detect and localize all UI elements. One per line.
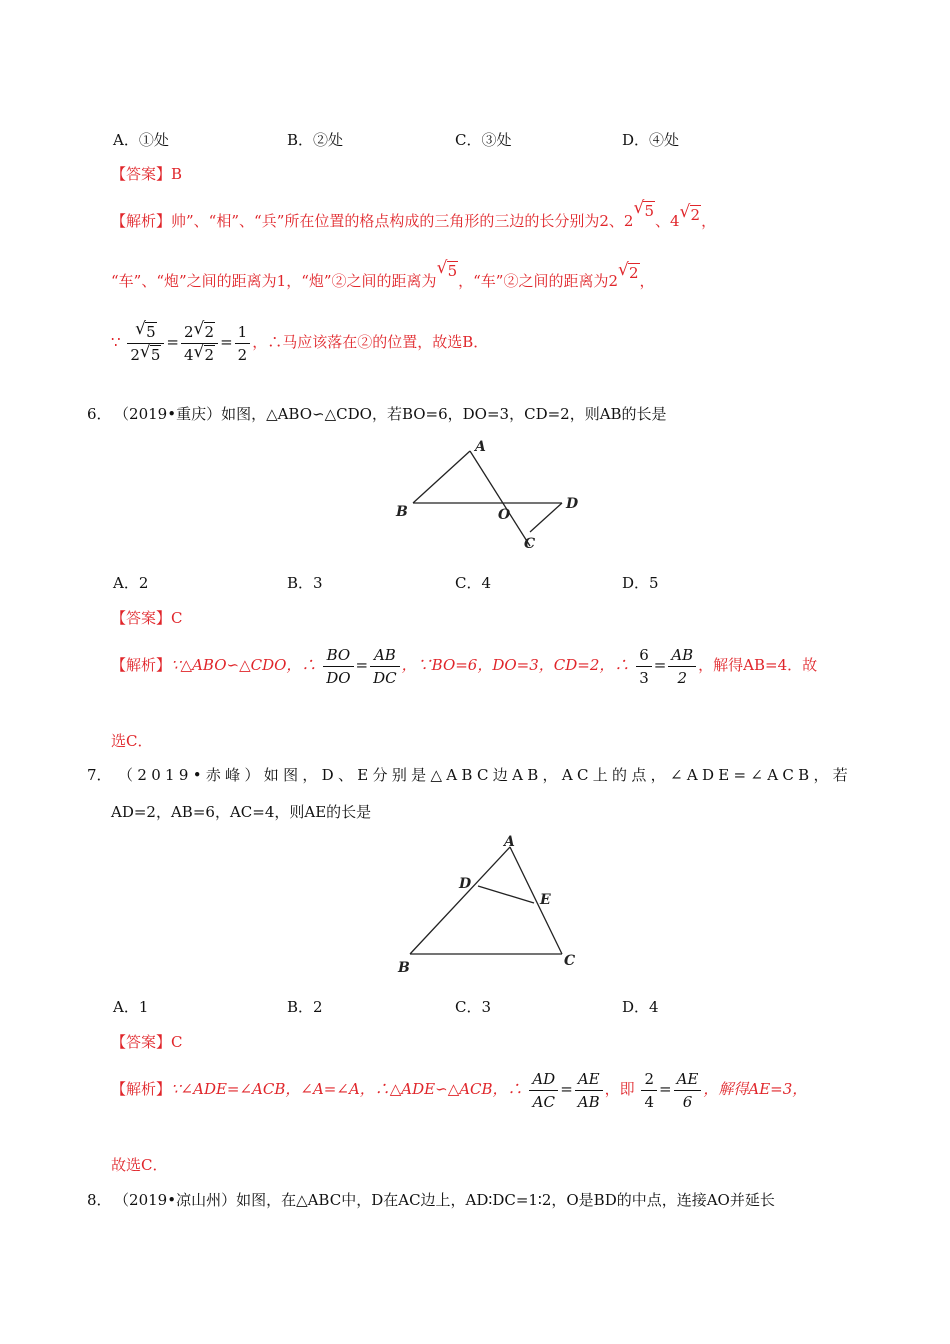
- q8-stem: [87, 1190, 775, 1210]
- analysis-text: ，∵BO=6，DO=3，CD=2，∴: [401, 656, 630, 674]
- fraction: $\frac{2}{4}$: [641, 1068, 657, 1113]
- q7-figure: [392, 830, 592, 980]
- option-a: A．①处: [113, 131, 169, 149]
- label-d: D: [566, 496, 579, 512]
- fraction: √ $\frac{5}{2√ 5}$: [127, 321, 164, 366]
- fraction: $\frac{AB}{DC}$: [370, 644, 400, 689]
- q6-analysis-line1: 【解析】∵△ABO∽△CDO，∴ $\frac{BO}{DO}$ = $\frac{AB}{DC}$ ，∵BO=6，DO=3，CD=2，∴ $\frac{6}{3}$ = $\frac{AB}{2}$ ，解得AB=4．故: [111, 645, 818, 687]
- question-number: 6．: [87, 405, 112, 423]
- label-c: C: [564, 953, 576, 969]
- analysis-text: ，“车”②之间的距离为2: [458, 272, 618, 290]
- option-c: C．3: [455, 998, 492, 1016]
- sqrt-expr: [633, 198, 655, 224]
- fraction: $\frac{1}{2}$: [235, 321, 251, 366]
- option-d: D．④处: [622, 131, 680, 149]
- segment-cd: [530, 503, 562, 532]
- option-c: C．4: [455, 574, 492, 592]
- q6-answer: [111, 608, 183, 628]
- label-a: A: [475, 439, 486, 455]
- answer-value: C: [171, 1033, 183, 1051]
- radicand: 5: [447, 262, 458, 280]
- label-c: C: [524, 536, 536, 552]
- radicand: 2: [690, 206, 701, 224]
- analysis-text: 、4: [655, 212, 680, 230]
- q5-analysis-line1: [111, 202, 717, 234]
- label-o: O: [498, 507, 511, 523]
- q6-figure: [390, 436, 590, 554]
- analysis-tag: 【解析】: [111, 1080, 172, 1098]
- label-e: E: [540, 892, 551, 908]
- q7-analysis-line2: 故选C．: [111, 1156, 168, 1174]
- label-d: D: [459, 876, 472, 892]
- because-symbol: ∵: [111, 333, 121, 351]
- analysis-text: ，∴马应该落在②的位置，故选B．: [252, 333, 489, 351]
- fraction: $\frac{BO}{DO}$: [323, 644, 353, 689]
- option-b: B．2: [287, 998, 323, 1016]
- question-number: 8．: [87, 1191, 112, 1209]
- q5-analysis-line2: [111, 262, 655, 294]
- analysis-text: ，即: [604, 1080, 635, 1098]
- option-d: D．4: [622, 998, 659, 1016]
- label-a: A: [504, 834, 515, 850]
- q7-answer: [111, 1032, 183, 1052]
- answer-tag: 【答案】: [111, 1033, 172, 1051]
- segment-ac: [510, 847, 562, 954]
- analysis-text: ∵∠ADE=∠ACB，∠A=∠A，∴△ADE∽△ACB，∴: [171, 1080, 523, 1098]
- option-c: C．③处: [455, 131, 512, 149]
- question-text: （2019•重庆）如图，△ABO∽△CDO，若BO=6，DO=3，CD=2，则AB的长是: [121, 405, 667, 423]
- q7-stem-line2: AD=2，AB=6，AC=4，则AE的长是: [111, 803, 372, 821]
- option-d: D．5: [622, 574, 659, 592]
- option-b: B．3: [287, 574, 323, 592]
- option-a: A．2: [113, 574, 149, 592]
- question-text: （2019•凉山州）如图，在△ABC中，D在AC边上，AD∶DC=1∶2，O是BD的中点，连接AO并延长: [121, 1191, 775, 1209]
- question-number: 7．: [87, 766, 112, 784]
- q7-analysis-line1: 【解析】∵∠ADE=∠ACB，∠A=∠A，∴△ADE∽△ACB，∴ $\frac{AD}{AC}$ = $\frac{AE}{AB}$ ，即 $\frac{2}{4}$ = $\frac{AE}{6}$ ，解得AE=3，: [111, 1069, 808, 1111]
- analysis-text: ，: [701, 212, 717, 230]
- label-b: B: [396, 504, 408, 520]
- analysis-text: ，解得AE=3，: [703, 1080, 808, 1098]
- answer-tag: 【答案】: [111, 609, 172, 627]
- fraction: $\frac{6}{3}$: [636, 644, 652, 689]
- q6-analysis-line2: 选C．: [111, 732, 153, 750]
- q6-stem: [87, 404, 667, 424]
- radicand: 5: [644, 202, 654, 220]
- segment-de: [478, 886, 534, 903]
- segment-ab: [413, 451, 470, 503]
- radicand: 2: [629, 264, 639, 282]
- analysis-text: “车”、“炮”之间的距离为1，“炮”②之间的距离为: [111, 272, 437, 290]
- answer-value: C: [171, 609, 183, 627]
- option-a: A．1: [113, 998, 149, 1016]
- q5-answer: [111, 164, 182, 184]
- option-b: B．②处: [287, 131, 344, 149]
- sqrt-expr: [680, 202, 702, 228]
- sqrt-expr: [618, 260, 640, 286]
- q5-analysis-line3: ∵ √ $\frac{5}{2√ 5}$ = $\frac{2√ 2}{4√ 2}$ = $\frac{1}{2}$ ，∴马应该落在②的位置，故选B．: [111, 320, 488, 366]
- segment-ab: [410, 847, 510, 954]
- fraction: $\frac{AE}{6}$: [674, 1068, 702, 1113]
- segment-ac: [470, 451, 530, 546]
- analysis-text: ，: [639, 272, 655, 290]
- q7-stem-line1: [87, 765, 852, 785]
- answer-value: B: [171, 165, 183, 183]
- fraction: $\frac{AE}{AB}$: [575, 1068, 603, 1113]
- fraction: $\frac{AB}{2}$: [668, 644, 696, 689]
- analysis-tag: 【解析】: [111, 212, 172, 230]
- analysis-text: ∵△ABO∽△CDO，∴: [171, 656, 317, 674]
- answer-tag: 【答案】: [111, 165, 172, 183]
- sqrt-expr: [437, 258, 459, 284]
- analysis-text: ，解得AB=4．故: [698, 656, 818, 674]
- label-b: B: [398, 960, 410, 976]
- question-text: （2019•赤峰）如图，D、E分别是△ABC边AB，AC上的点，∠ADE=∠ACB，若: [125, 766, 853, 784]
- analysis-text: 帅”、“相”、“兵”所在位置的格点构成的三角形的三边的长分别为2、2: [171, 212, 634, 230]
- fraction: $\frac{AD}{AC}$: [529, 1068, 558, 1113]
- analysis-tag: 【解析】: [111, 656, 172, 674]
- fraction: $\frac{2√ 2}{4√ 2}$: [181, 321, 218, 366]
